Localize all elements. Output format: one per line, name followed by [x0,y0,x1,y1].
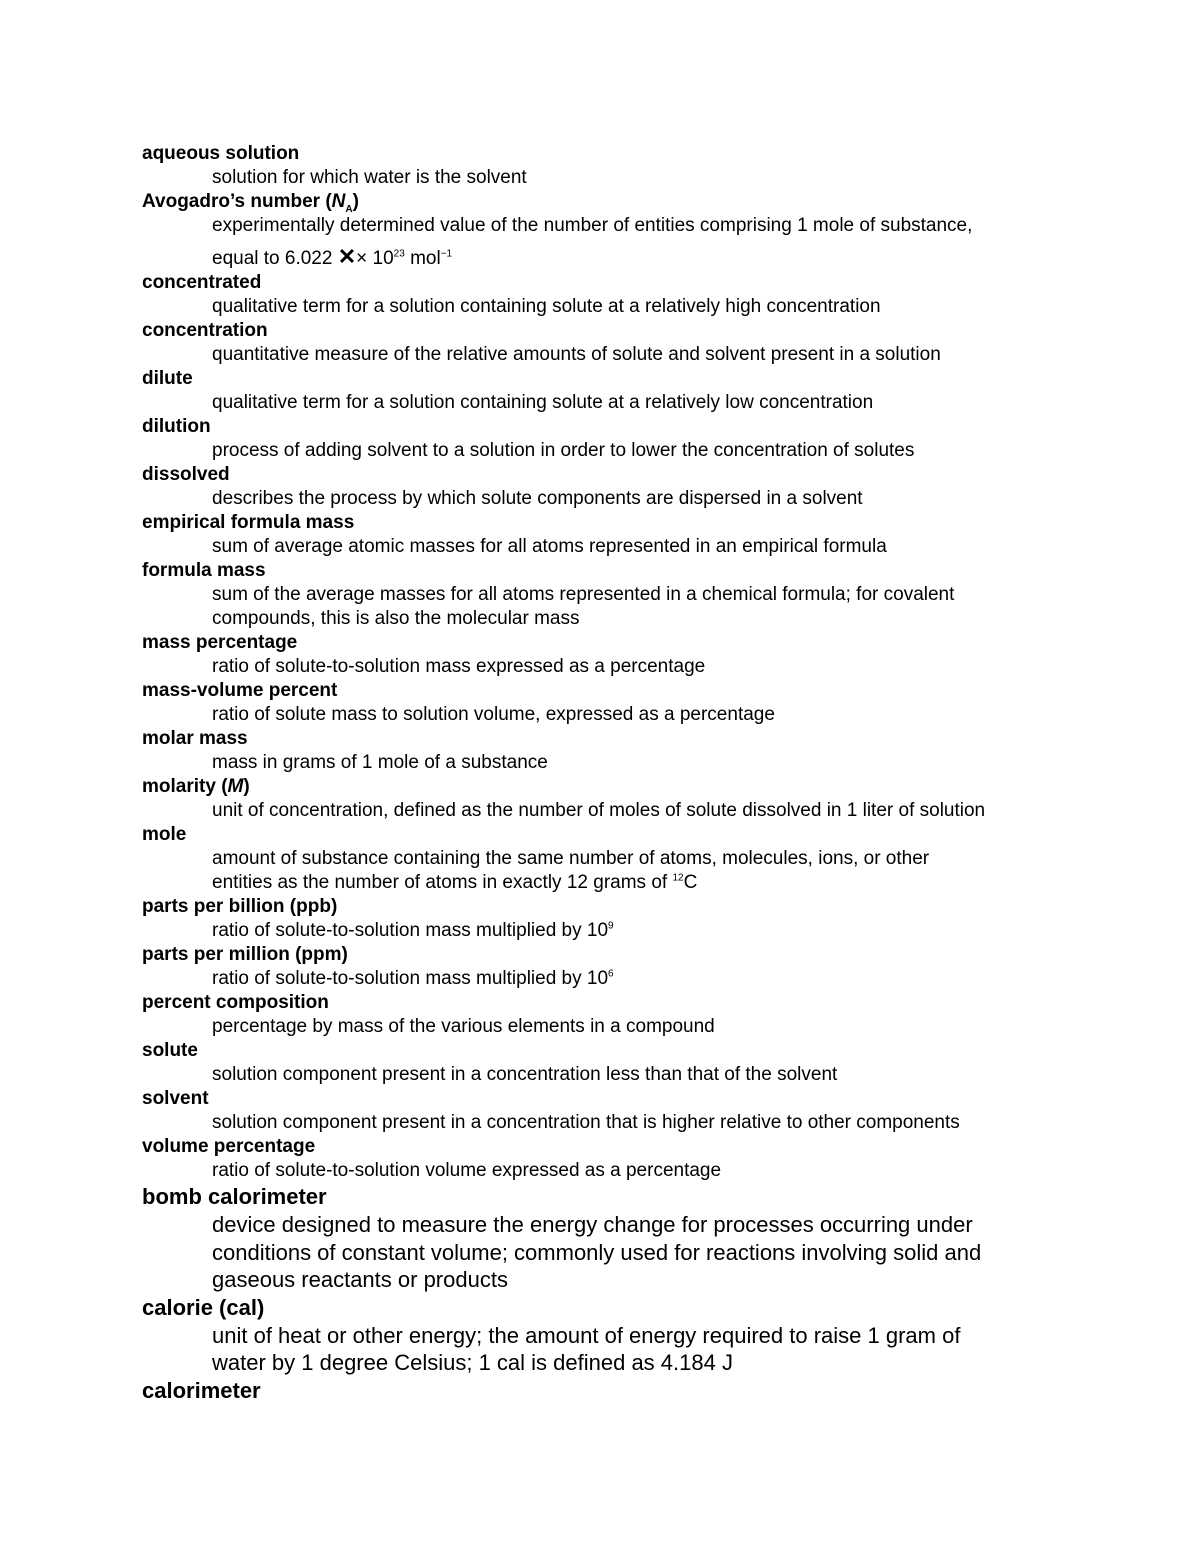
glossary-term: parts per billion (ppb) [142,896,338,917]
glossary-definition: describes the process by which solute components are dispersed in a solvent [212,488,863,509]
glossary-definition: percentage by mass of the various elements in a compound [212,1016,715,1037]
glossary-term: Avogadro’s number $(N_A)$ [142,191,359,215]
glossary-definition: mass in grams of 1 mole of a substance [212,752,548,773]
glossary-definition: water by 1 degree Celsius; 1 cal is defined as 4.184 J [212,1350,733,1375]
glossary-definition: equal to 6.022 ✕× $10^{23}$ mol$^{-1}$ [212,244,453,269]
glossary-definition: ratio of solute mass to solution volume, expressed as a percentage [212,704,775,725]
glossary-term: concentration [142,320,268,341]
glossary-term: calorie (cal) [142,1294,265,1320]
glossary-definition: unit of heat or other energy; the amount of energy required to raise 1 gram of [212,1322,961,1348]
close-icon: ✕ [337,244,357,269]
glossary-definition: entities as the number of atoms in exactly 12 grams of $^{12}$C [212,872,698,893]
glossary-term: concentrated [142,272,262,293]
glossary-definition: quantitative measure of the relative amounts of solute and solvent present in a solution [212,344,941,365]
glossary-definition: sum of average atomic masses for all atoms represented in an empirical formula [212,536,887,557]
glossary-term: empirical formula mass [142,512,355,533]
glossary-term: dissolved [142,464,230,485]
glossary-definition: sum of the average masses for all atoms represented in a chemical formula; for covalent [212,584,955,605]
glossary-term: mole [142,824,187,845]
glossary-definition: compounds, this is also the molecular mass [212,608,580,629]
glossary-term: percent composition [142,992,329,1013]
glossary-term: parts per million (ppm) [142,944,348,965]
glossary-definition: experimentally determined value of the number of entities comprising 1 mole of substance, [212,215,973,236]
glossary-definition: ratio of solute-to-solution mass multiplied by $10^9$ [212,920,614,941]
glossary-term: molarity (M) [142,776,250,797]
glossary-term: volume percentage [142,1136,316,1157]
glossary-term: mass-volume percent [142,680,338,701]
glossary-term: formula mass [142,560,266,581]
glossary-definition: qualitative term for a solution containing solute at a relatively high concentration [212,296,881,317]
glossary-term: calorimeter [142,1377,261,1403]
glossary-definition: process of adding solvent to a solution in order to lower the concentration of solutes [212,440,915,461]
glossary-definition: solution component present in a concentration less than that of the solvent [212,1064,838,1085]
glossary-definition: unit of concentration, defined as the number of moles of solute dissolved in 1 liter of solution [212,800,986,821]
glossary-definition: ratio of solute-to-solution mass expressed as a percentage [212,656,706,677]
glossary-term: solvent [142,1088,209,1109]
glossary-term: dilute [142,368,193,389]
glossary-definition: solution for which water is the solvent [212,167,527,188]
glossary-term: molar mass [142,728,248,749]
glossary-term: aqueous solution [142,143,300,164]
glossary-term: bomb calorimeter [142,1184,327,1209]
glossary-definition: qualitative term for a solution containing solute at a relatively low concentration [212,392,874,413]
glossary-term: dilution [142,416,211,437]
glossary-term: mass percentage [142,632,298,653]
glossary-definition: conditions of constant volume; commonly used for reactions involving solid and [212,1239,982,1265]
glossary-definition: amount of substance containing the same number of atoms, molecules, ions, or other [212,848,930,869]
glossary-term: solute [142,1040,198,1061]
glossary-definition: ratio of solute-to-solution volume expressed as a percentage [212,1160,722,1181]
glossary-definition: solution component present in a concentration that is higher relative to other components [212,1112,960,1133]
glossary-definition: ratio of solute-to-solution mass multiplied by $10^6$ [212,968,614,989]
glossary-page [142,142,1102,1405]
glossary-definition: device designed to measure the energy change for processes occurring under [212,1212,973,1237]
glossary-definition: gaseous reactants or products [212,1267,508,1292]
